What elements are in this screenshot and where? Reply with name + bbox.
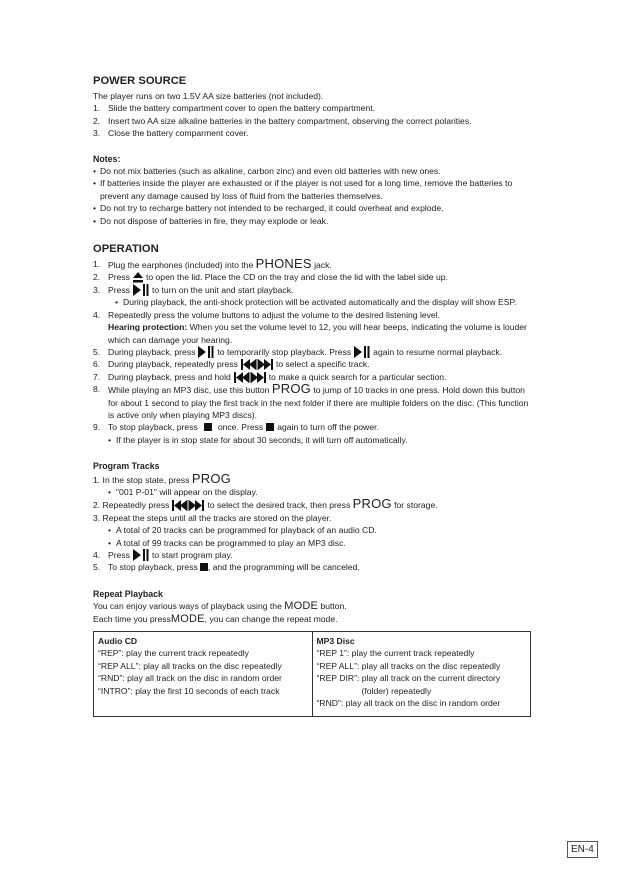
program-step: 3. Repeat the steps until all the tracks are stored on the player. xyxy=(93,512,332,523)
stop-icon xyxy=(200,563,208,571)
power-source-heading: POWER SOURCE xyxy=(93,75,187,87)
operation-step: 4. Repeatedly press the volume buttons to adjust the volume to the desired listening level. Hearing protection: When you set the volume level to 12, you will hear beeps, indicating the volume is louder which can damage your hearing. xyxy=(93,309,527,345)
skip-back-forward-icon xyxy=(241,359,273,370)
mode-label: MODE xyxy=(170,612,205,625)
prog-label: PROG xyxy=(191,470,231,486)
program-substep: • A total of 20 tracks can be programmed for playback of an audio CD. xyxy=(108,525,377,536)
audio-cd-cell xyxy=(94,632,313,717)
prog-label: PROG xyxy=(352,496,392,512)
power-step: 3. Close the battery comparment cover. xyxy=(93,128,249,139)
mp3-mode: “RND”: play all track on the disc in random order xyxy=(316,698,501,709)
note-item: • Do not try to recharge battery not intended to be recharged, it could overheat and explode. xyxy=(93,203,444,214)
program-step: 1. In the stop state, press PROG xyxy=(93,470,231,486)
repeat-mode-table xyxy=(93,631,531,717)
mode-label: MODE xyxy=(284,600,319,613)
program-step: 4. Press to start program play. xyxy=(93,550,233,560)
stop-icon xyxy=(266,423,274,431)
page-number-badge: EN-4 xyxy=(567,841,598,858)
operation-step: 5. During playback, press to temporarily stop playback. Press again to resume normal playback. xyxy=(93,346,503,357)
program-tracks-heading: Program Tracks xyxy=(93,461,160,472)
operation-step: 3. Press to turn on the unit and start playback. xyxy=(93,284,294,295)
note-item: • Do not mix batteries (such as alkaline, carbon zinc) and even old batteries with new ones. xyxy=(93,166,441,177)
operation-substep: • If the player is in stop state for about 30 seconds, it will turn off automatically. xyxy=(108,434,408,445)
program-substep: • "001 P-01" will appear on the display. xyxy=(108,486,258,497)
mp3-mode: “REP DIR”: play all track on the current directory xyxy=(316,673,501,684)
operation-step: 6. During playback, repeatedly press to select a specific track. xyxy=(93,359,370,370)
play-pause-icon xyxy=(133,284,149,296)
power-step: 2. Insert two AA size alkaline batteries in the battery compartment, observing the correct polarities. xyxy=(93,115,472,126)
notes-heading: Notes: xyxy=(93,153,121,164)
operation-substep: • During playback, the anti-shock protection will be activated automatically and the display will show ESP. xyxy=(115,297,517,308)
mp3-mode: “REP ALL”: play all tracks on the disc repeatedly xyxy=(316,660,501,671)
note-item: • Do not dispose of batteries in fire, they may explode or leak. xyxy=(93,215,329,226)
program-substep: • A total of 99 tracks can be programmed to play an MP3 disc. xyxy=(108,537,346,548)
mp3-mode: (folder) repeatedly xyxy=(361,685,432,696)
program-step: 2. Repeatedly press to select the desired track, then press PROG for storage. xyxy=(93,496,438,512)
mp3-mode: “REP 1”: play the current track repeatedly xyxy=(316,648,475,659)
audio-cd-mode: “REP”: play the current track repeatedly xyxy=(98,648,249,659)
program-step: 5. To stop playback, press , and the programming will be canceled. xyxy=(93,562,360,573)
play-pause-icon xyxy=(198,346,214,358)
repeat-playback-heading: Repeat Playback xyxy=(93,588,163,599)
mp3-disc-heading: MP3 Disc xyxy=(316,636,355,647)
power-intro: The player runs on two 1.5V AA size batteries (not included). xyxy=(93,91,324,101)
prog-label: PROG xyxy=(271,381,311,397)
mp3-disc-cell xyxy=(312,632,531,717)
play-pause-icon xyxy=(354,346,370,358)
audio-cd-mode: “RND”: play all track on the disc in random order xyxy=(98,673,282,684)
repeat-line: Each time you pressMODE, you can change the repeat mode. xyxy=(93,612,338,625)
operation-step: 2. Press to open the lid. Place the CD on the tray and close the lid with the label side up. xyxy=(93,272,448,283)
operation-step: 7. During playback, press and hold to make a quick search for a particular section. xyxy=(93,371,447,382)
audio-cd-heading: Audio CD xyxy=(98,636,138,647)
audio-cd-mode: “INTRO”: play the first 10 seconds of each track xyxy=(98,685,280,696)
power-step: 1. Slide the battery compartment cover to open the battery compartment. xyxy=(93,103,376,114)
manual-page xyxy=(93,74,533,717)
play-pause-icon xyxy=(133,549,149,561)
operation-step: 8. While playing an MP3 disc, use this button PROG to jump of 10 tracks in one press. Hold down this button for about 1 second to play the first track in the next folder if there are multiple folders on the disc. (This function is active only when playing MP3 discs). xyxy=(93,381,529,420)
skip-back-forward-icon xyxy=(234,372,266,383)
stop-icon xyxy=(204,423,212,431)
repeat-line: You can enjoy various ways of playback using the MODE button. xyxy=(93,600,347,613)
operation-step: 9. To stop playback, press once. Press again to turn off the power. xyxy=(93,422,379,433)
operation-step: 1. Plug the earphones (included) into the PHONES jack. xyxy=(93,256,332,272)
eject-icon xyxy=(133,272,143,283)
operation-heading: OPERATION xyxy=(93,243,159,256)
note-item: • If batteries inside the player are exhausted or if the player is not used for a long time, remove the batteries to prevent any damage caused by loss of fluid from the batteries themselves. xyxy=(93,178,513,201)
phones-label: PHONES xyxy=(255,256,312,272)
skip-back-forward-icon xyxy=(172,500,204,511)
audio-cd-mode: “REP ALL”: play all tracks on the disc repeatedly xyxy=(98,660,282,671)
